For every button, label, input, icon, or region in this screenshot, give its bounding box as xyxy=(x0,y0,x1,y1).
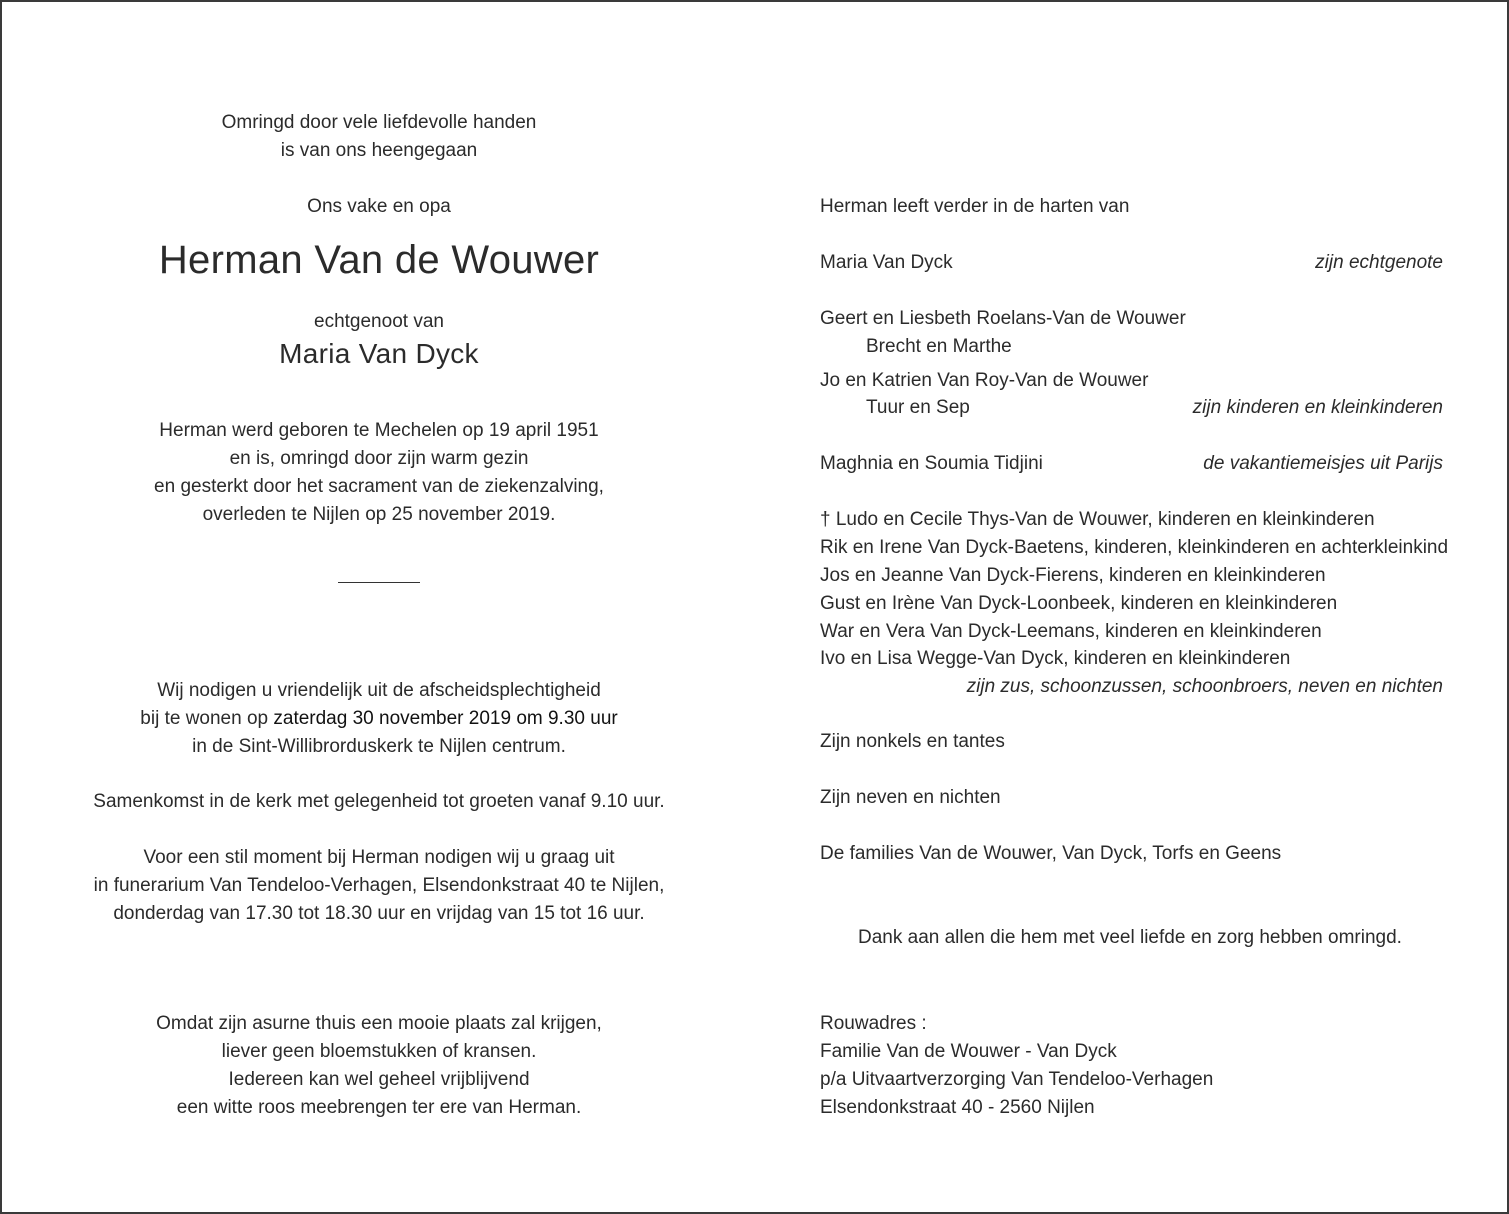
cousins-line: Zijn neven en nichten xyxy=(820,787,1001,808)
invite-line-3: in de Sint-Willibrorduskerk te Nijlen centrum. xyxy=(192,736,566,757)
flowers-line-2: liever geen bloemstukken of kransen. xyxy=(221,1041,537,1062)
families-line: De families Van de Wouwer, Van Dyck, Torfs en Geens xyxy=(820,843,1282,864)
address-line-4: Elsendonkstraat 40 - 2560 Nijlen xyxy=(820,1097,1095,1118)
uncles-line: Zijn nonkels en tantes xyxy=(820,731,1005,752)
child2-line-2: Tuur en Sep xyxy=(866,397,970,418)
divider-line xyxy=(338,582,420,583)
guests-name: Maghnia en Soumia Tidjini xyxy=(820,453,1043,474)
flowers-line-1: Omdat zijn asurne thuis een mooie plaats zal krijgen, xyxy=(156,1013,602,1034)
intro-line-2: is van ons heengegaan xyxy=(280,140,478,161)
children-role: zijn kinderen en kleinkinderen xyxy=(1192,397,1443,418)
visit-line-3: donderdag van 17.30 tot 18.30 uur en vrijdag van 15 tot 16 uur. xyxy=(113,903,645,924)
invite-prefix: bij te wonen op xyxy=(140,708,274,729)
visit-line-2: in funerarium Van Tendeloo-Verhagen, Elsendonkstraat 40 te Nijlen, xyxy=(93,875,665,896)
sibling-line-1: † Ludo en Cecile Thys-Van de Wouwer, kinderen en kleinkinderen xyxy=(820,509,1375,530)
ceremony-date: zaterdag 30 november 2019 om 9.30 uur xyxy=(273,708,618,729)
spouse-label: echtgenoot van xyxy=(314,311,444,332)
bio-line-2: en is, omringd door zijn warm gezin xyxy=(229,448,529,469)
relation-text: Ons vake en opa xyxy=(307,196,451,217)
gathering-text: Samenkomst in de kerk met gelegenheid tot groeten vanaf 9.10 uur. xyxy=(93,791,665,812)
address-line-1: Rouwadres : xyxy=(820,1013,927,1034)
guests-role: de vakantiemeisjes uit Parijs xyxy=(1203,453,1443,474)
spouse-entry-role: zijn echtgenote xyxy=(1315,252,1443,273)
flowers-line-4: een witte roos meebrengen ter ere van Herman. xyxy=(176,1097,582,1118)
siblings-role: zijn zus, schoonzussen, schoonbroers, neven en nichten xyxy=(966,676,1443,697)
intro-line-1: Omringd door vele liefdevolle handen xyxy=(221,112,537,133)
sibling-line-3: Jos en Jeanne Van Dyck-Fierens, kinderen en kleinkinderen xyxy=(820,565,1326,586)
deceased-name: Herman Van de Wouwer xyxy=(158,238,600,282)
bio-line-4: overleden te Nijlen op 25 november 2019. xyxy=(202,504,556,525)
sibling-line-4: Gust en Irène Van Dyck-Loonbeek, kinderen en kleinkinderen xyxy=(820,593,1338,614)
child1-line-2: Brecht en Marthe xyxy=(866,336,1012,357)
flowers-line-3: Iedereen kan wel geheel vrijblijvend xyxy=(228,1069,530,1090)
sibling-line-6: Ivo en Lisa Wegge-Van Dyck, kinderen en kleinkinderen xyxy=(820,648,1291,669)
child1-line-1: Geert en Liesbeth Roelans-Van de Wouwer xyxy=(820,308,1186,329)
thanks-line: Dank aan allen die hem met veel liefde en zorg hebben omringd. xyxy=(858,927,1402,948)
survivors-heading: Herman leeft verder in de harten van xyxy=(820,196,1130,217)
bio-line-1: Herman werd geboren te Mechelen op 19 april 1951 xyxy=(159,420,599,441)
sibling-line-5: War en Vera Van Dyck-Leemans, kinderen en kleinkinderen xyxy=(820,621,1322,642)
visit-line-1: Voor een stil moment bij Herman nodigen wij u graag uit xyxy=(143,847,615,868)
invite-line-1: Wij nodigen u vriendelijk uit de afscheidsplechtigheid xyxy=(157,680,601,701)
spouse-entry-name: Maria Van Dyck xyxy=(820,252,953,273)
invite-line-2 xyxy=(29,705,729,733)
spouse-name: Maria Van Dyck xyxy=(279,338,479,369)
bio-line-3: en gesterkt door het sacrament van de ziekenzalving, xyxy=(154,476,604,497)
address-line-3: p/a Uitvaartverzorging Van Tendeloo-Verhagen xyxy=(820,1069,1214,1090)
child2-line-1: Jo en Katrien Van Roy-Van de Wouwer xyxy=(820,370,1149,391)
address-line-2: Familie Van de Wouwer - Van Dyck xyxy=(820,1041,1117,1062)
sibling-line-2: Rik en Irene Van Dyck-Baetens, kinderen, kleinkinderen en achterkleinkind xyxy=(820,537,1449,558)
